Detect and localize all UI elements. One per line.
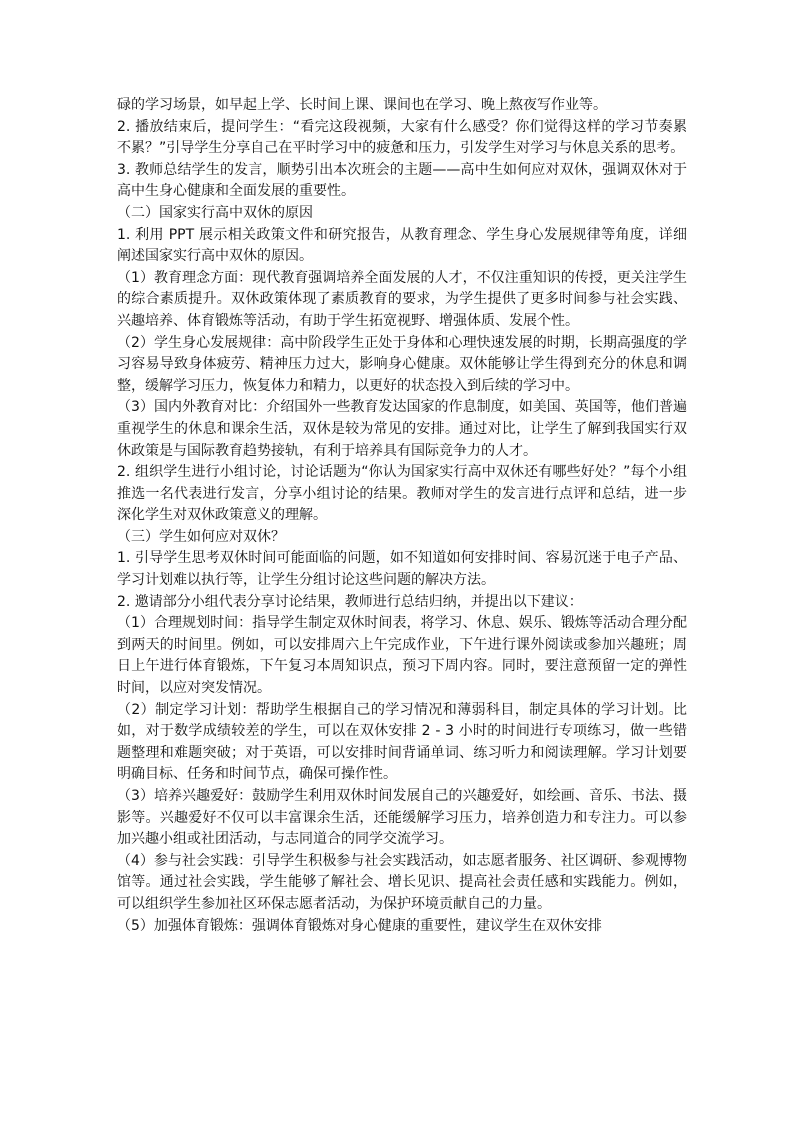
section-heading-3: （三）学生如何应对双休？ [117,528,285,545]
paragraph-development-law: （2）学生身心发展规律：高中阶段学生正处于身体和心理快速发展的时期，长期高强度的学习容易导致身体疲劳、精神压力过大，影响身心健康。双休能够让学生得到充分的休息和调整，缓解学习压力，恢复体力和精力，以更好的状态投入到后续的学习中。 [117,334,687,394]
paragraph-plan-time: （1）合理规划时间：指导学生制定双休时间表，将学习、休息、娱乐、锻炼等活动合理分配到两天的时间里。例如，可以安排周六上午完成作业，下午进行课外阅读或参加兴趣班；周日上午进行体育锻炼，下午复习本周知识点，预习下周内容。同时，要注意预留一定的弹性时间，以应对突发情况。 [117,615,687,697]
paragraph-hobbies: （3）培养兴趣爱好：鼓励学生利用双休时间发展自己的兴趣爱好，如绘画、音乐、书法、摄影等。兴趣爱好不仅可以丰富课余生活，还能缓解学习压力，培养创造力和专注力。可以参加兴趣小组或社团活动，与志同道合的同学交流学习。 [117,788,687,848]
paragraph-study-plan: （2）制定学习计划：帮助学生根据自己的学习情况和薄弱科目，制定具体的学习计划。比如，对于数学成绩较差的学生，可以在双休安排 2 - 3 小时的时间进行专项练习，做一些错题整理和难题突破；对于英语，可以安排时间背诵单词、练习听力和阅读理解。学习计划要明确目标、任务和时间节点，确保可操作性。 [117,701,687,783]
paragraph-social-practice: （4）参与社会实践：引导学生积极参与社会实践活动，如志愿者服务、社区调研、参观博物馆等。通过社会实践，学生能够了解社会、增长见识、提高社会责任感和实践能力。例如，可以组织学生参加社区环保志愿者活动，为保护环境贡献自己的力量。 [117,852,687,912]
section-heading-2: （二）国家实行高中双休的原因 [117,204,313,221]
paragraph-step-3: 3. 教师总结学生的发言，顺势引出本次班会的主题——高中生如何应对双休，强调双休对于高中生身心健康和全面发展的重要性。 [117,161,687,200]
paragraph-education-concept: （1）教育理念方面：现代教育强调培养全面发展的人才，不仅注重知识的传授，更关注学生的综合素质提升。双休政策体现了素质教育的要求，为学生提供了更多时间参与社会实践、兴趣培养、体育锻炼等活动，有助于学生拓宽视野、增强体质、发展个性。 [117,269,687,329]
paragraph-suggestions: 2. 邀请部分小组代表分享讨论结果，教师进行总结归纳，并提出以下建议： [117,593,583,610]
paragraph-intro-continued: 碌的学习场景，如早起上学、长时间上课、课间也在学习、晚上熬夜写作业等。 [117,97,607,113]
paragraph-group-discussion: 2. 组织学生进行小组讨论，讨论话题为“你认为国家实行高中双休还有哪些好处？”每个小组推选一名代表进行发言，分享小组讨论的结果。教师对学生的发言进行点评和总结，进一步深化学生对双休政策意义的理解。 [117,464,687,524]
paragraph-ppt: 1. 利用 PPT 展示相关政策文件和研究报告，从教育理念、学生身心发展规律等角度，详细阐述国家实行高中双休的原因。 [117,226,687,265]
paragraph-problems: 1. 引导学生思考双休时间可能面临的问题，如不知道如何安排时间、容易沉迷于电子产品、学习计划难以执行等，让学生分组讨论这些问题的解决方法。 [117,550,687,589]
paragraph-step-2: 2. 播放结束后，提问学生：“看完这段视频，大家有什么感受？你们觉得这样的学习节奏累不累？”引导学生分享自己在平时学习中的疲惫和压力，引发学生对学习与休息关系的思考。 [117,118,687,157]
paragraph-comparison: （3）国内外教育对比：介绍国外一些教育发达国家的作息制度，如美国、英国等，他们普遍重视学生的休息和课余生活，双休是较为常见的安排。通过对比，让学生了解到我国实行双休政策是与国际教育趋势接轨，有利于培养具有国际竞争力的人才。 [117,399,687,459]
paragraph-exercise: （5）加强体育锻炼：强调体育锻炼对身心健康的重要性，建议学生在双休安排 [117,917,602,934]
document-body [117,95,687,937]
